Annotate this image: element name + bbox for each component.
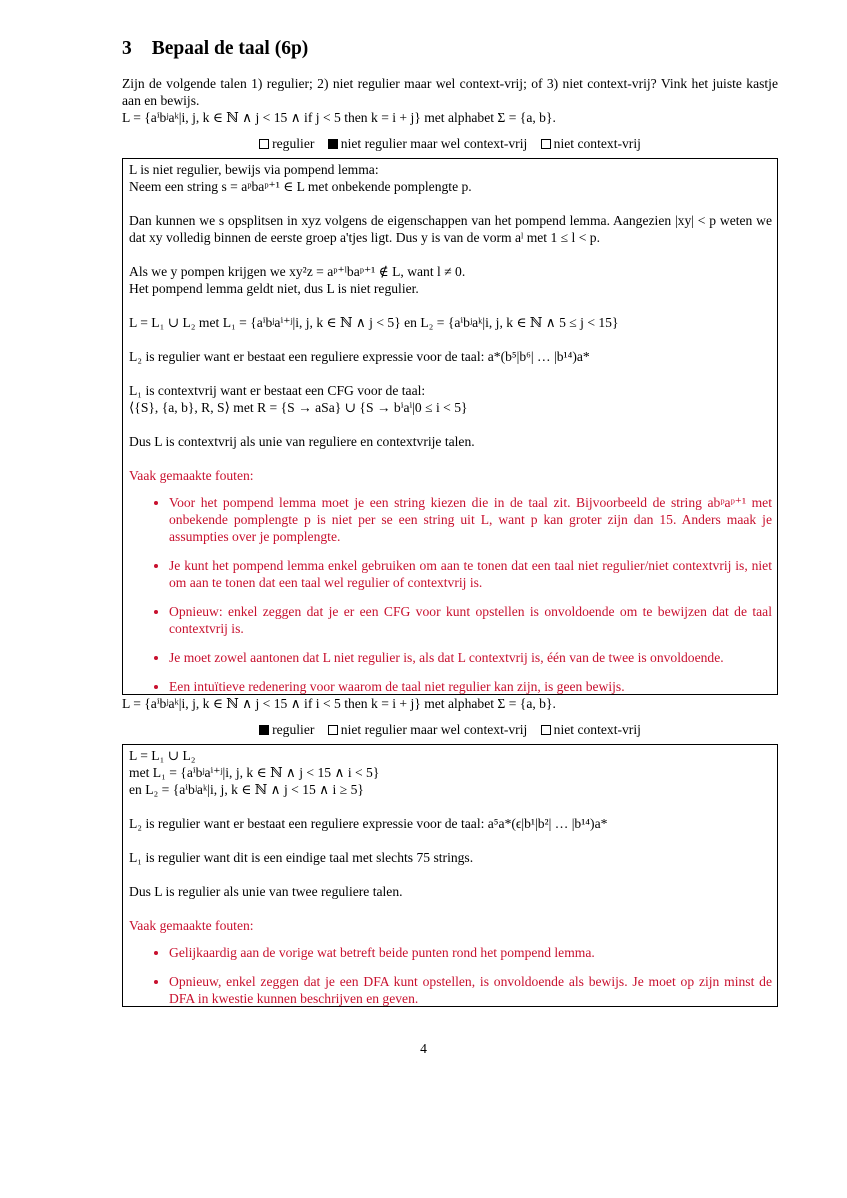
answer-line: Dus L is contextvrij als unie van reguliere en contextvrije talen. — [129, 434, 475, 449]
page-number: 4 — [420, 1041, 427, 1056]
answer-line: L = L₁ ∪ L₂ — [129, 748, 196, 763]
q2-option-label: regulier — [272, 722, 315, 737]
q1-option[interactable] — [259, 136, 314, 151]
q1-option[interactable] — [328, 136, 527, 151]
section-number: 3 — [122, 38, 132, 59]
q1-checkbox-0[interactable] — [259, 139, 269, 149]
q2-checkbox-2[interactable] — [541, 725, 551, 735]
answer-line: L = L₁ ∪ L₂ met L₁ = {aⁱbʲaⁱ⁺ʲ|i, j, k ∈ ℕ ∧ j < 5} en L₂ = {aⁱbʲaᵏ|i, j, k ∈ ℕ ∧ 5 ≤ j < 15} — [129, 315, 619, 330]
page-content — [122, 36, 778, 1007]
mistake-item: • Een intuïtieve redenering voor waarom de taal niet regulier kan zijn, is geen bewijs. — [169, 678, 772, 695]
q2-option[interactable] — [541, 722, 641, 737]
answer-line: L₂ is regulier want er bestaat een reguliere expressie voor de taal: a*(b⁵|b⁶| … |b¹⁴)a* — [129, 349, 590, 364]
answer-line: Als we y pompen krijgen we xy²z = aᵖ⁺ˡbaᵖ⁺¹ ∉ L, want l ≠ 0. — [129, 264, 466, 279]
q1-option-label: regulier — [272, 136, 315, 151]
q2-option[interactable] — [328, 722, 527, 737]
q1-choices — [122, 135, 778, 152]
answer-line: Neem een string s = aᵖbaᵖ⁺¹ ∈ L met onbekende pomplengte p. — [129, 179, 472, 194]
answer-line: Het pompend lemma geldt niet, dus L is niet regulier. — [129, 281, 419, 296]
section-heading — [122, 36, 778, 62]
mistake-item: • Je kunt het pompend lemma enkel gebruiken om aan te tonen dat een taal niet regulier/niet contextvrij is, niet om aan te tonen dat een taal wel regulier of contextvrij is. — [169, 557, 772, 591]
q2-mistakes-title: Vaak gemaakte fouten: — [129, 918, 254, 933]
answer-line: L₁ is contextvrij want er bestaat een CFG voor de taal: — [129, 383, 426, 398]
q1-answer-box — [122, 158, 778, 695]
q2-language: L = {aⁱbʲaᵏ|i, j, k ∈ ℕ ∧ j < 15 ∧ if i < 5 then k = i + j} met alphabet Σ = {a, b}. — [122, 696, 556, 711]
q2-mistakes-list — [129, 944, 772, 1007]
q2-choices — [122, 721, 778, 738]
q2-option-label: niet regulier maar wel context-vrij — [340, 722, 528, 737]
q1-option-label: niet regulier maar wel context-vrij — [340, 136, 528, 151]
answer-line: L is niet regulier, bewijs via pompend lemma: — [129, 162, 379, 177]
q1-checkbox-1[interactable] — [328, 139, 338, 149]
q1-mistakes-title: Vaak gemaakte fouten: — [129, 468, 254, 483]
section-title: Bepaal de taal (6p) — [151, 38, 309, 59]
answer-line: ⟨{S}, {a, b}, R, S⟩ met R = {S → aSa} ∪ {S → bⁱaⁱ|0 ≤ i < 5} — [129, 400, 468, 415]
answer-line: L₂ is regulier want er bestaat een reguliere expressie voor de taal: a⁵a*(ϵ|b¹|b²| … |b¹⁴)a* — [129, 816, 608, 831]
q1-mistakes-list — [129, 494, 772, 695]
mistake-item: • Voor het pompend lemma moet je een string kiezen die in de taal zit. Bijvoorbeeld de string abᵖaᵖ⁺¹ met onbekende pomplengte p is niet per se een string uit L, want p kan groter zijn dan 15. Anders maak je assumpties over je pomplengte. — [169, 494, 772, 545]
q1-language: L = {aⁱbʲaᵏ|i, j, k ∈ ℕ ∧ j < 15 ∧ if j < 5 then k = i + j} met alphabet Σ = {a, b}. — [122, 110, 556, 125]
answer-line: met L₁ = {aⁱbʲaⁱ⁺ʲ|i, j, k ∈ ℕ ∧ j < 15 ∧ i < 5} — [129, 765, 380, 780]
q1-checkbox-2[interactable] — [541, 139, 551, 149]
q2-answer-box — [122, 744, 778, 1007]
mistake-item: • Je moet zowel aantonen dat L niet regulier is, als dat L contextvrij is, één van de twee is onvoldoende. — [169, 649, 772, 666]
q2-checkbox-1[interactable] — [328, 725, 338, 735]
q2-answer — [129, 747, 772, 917]
intro-text: Zijn de volgende talen 1) regulier; 2) niet regulier maar wel context-vrij; of 3) niet context-vrij? Vink het juiste kastje aan en bewijs. — [122, 76, 778, 108]
q1-option-label: niet context-vrij — [553, 136, 641, 151]
q2-option-label: niet context-vrij — [553, 722, 641, 737]
mistake-item: • Opnieuw: enkel zeggen dat je er een CFG voor kunt opstellen is onvoldoende om te bewijzen dat de taal contextvrij is. — [169, 603, 772, 637]
q2-checkbox-0[interactable] — [259, 725, 269, 735]
q1-answer — [129, 161, 772, 467]
answer-line: Dus L is regulier als unie van twee reguliere talen. — [129, 884, 403, 899]
mistake-item: • Gelijkaardig aan de vorige wat betreft beide punten rond het pompend lemma. — [169, 944, 772, 961]
answer-line: Dan kunnen we s opsplitsen in xyz volgens de eigenschappen van het pompend lemma. Aangezien |xy| < p weten we dat xy volledig binnen de eerste groep a'tjes ligt. Dus y is van de vorm aˡ met 1 ≤ l < p. — [129, 213, 772, 245]
q2-option[interactable] — [259, 722, 314, 737]
answer-line: en L₂ = {aⁱbʲaᵏ|i, j, k ∈ ℕ ∧ j < 15 ∧ i ≥ 5} — [129, 782, 364, 797]
mistake-item: • Opnieuw, enkel zeggen dat je een DFA kunt opstellen, is onvoldoende als bewijs. Je moet op zijn minst de DFA in kwestie kunnen beschrijven en geven. — [169, 973, 772, 1007]
q1-option[interactable] — [541, 136, 641, 151]
answer-line: L₁ is regulier want dit is een eindige taal met slechts 75 strings. — [129, 850, 474, 865]
